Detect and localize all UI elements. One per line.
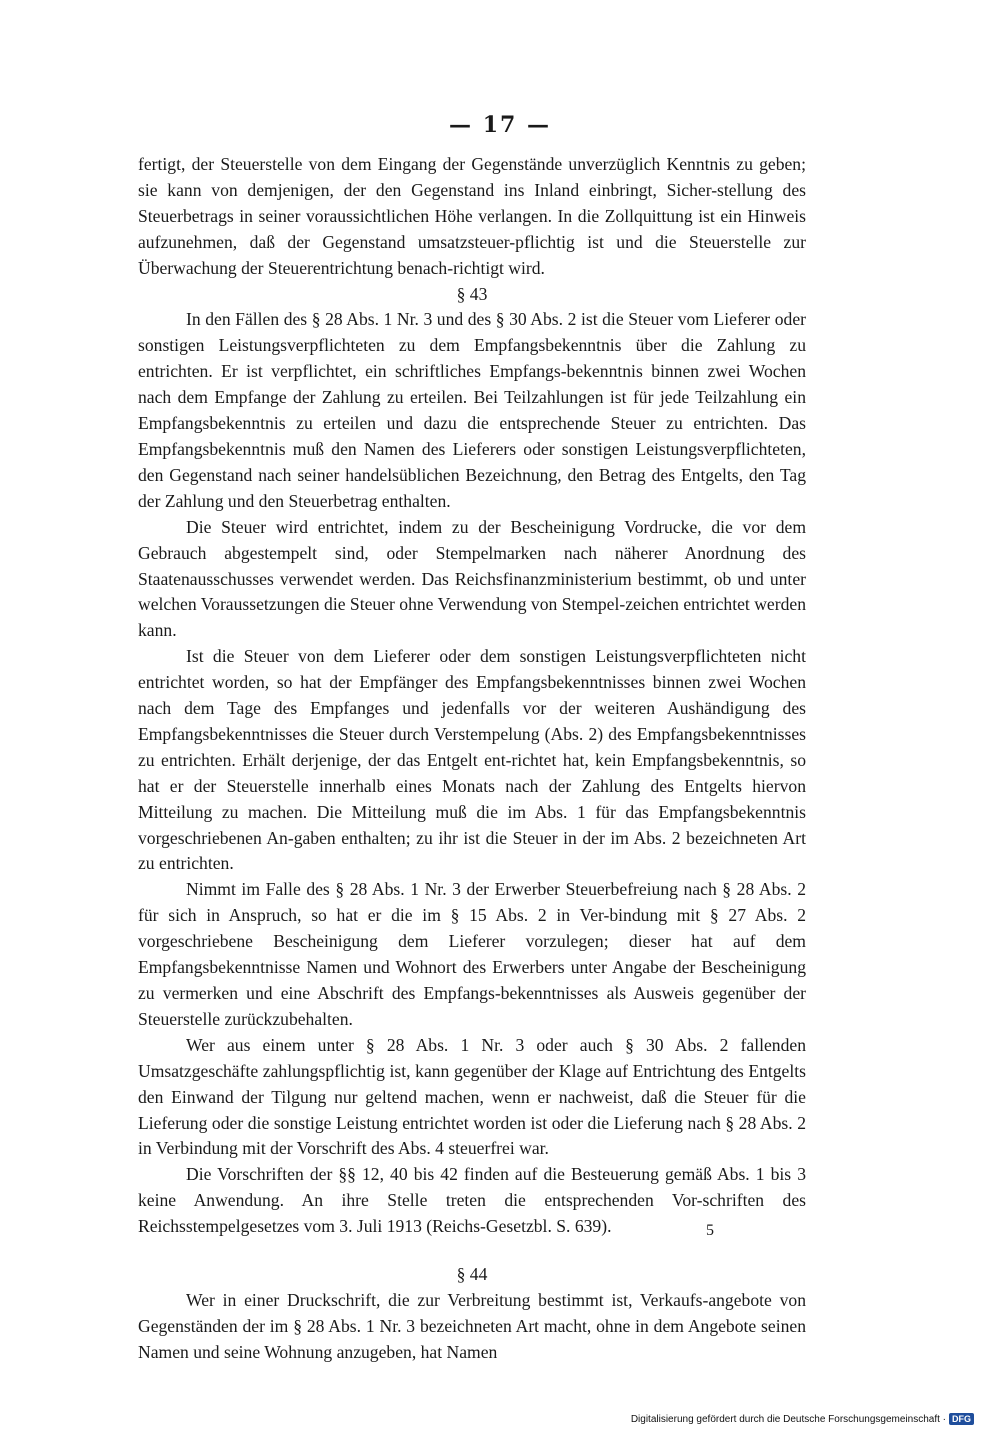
dfg-logo-icon: DFG (949, 1413, 974, 1425)
paragraph: Ist die Steuer von dem Lieferer oder dem sonstigen Leistungsverpflichteten nicht entrichtet worden, so hat der Empfänger des Empfangsbekenntnisses binnen zwei Wochen nach dem Tage des Empfanges und jedenfalls vor der weiteren Aushändigung des Empfangsbekenntnisses die Steuer durch Verstempelung (Abs. 2) des Empfangsbekenntnisses zu entrichten. Erhält derjenige, der das Entgelt ent-richtet hat, kein Empfangsbekenntnis, so hat er der Steuerstelle innerhalb eines Monats nach der Zahlung des Entgelts hiervon Mitteilung zu machen. Die Mitteilung muß die im Abs. 1 für das Empfangsbekenntnis vorgeschriebenen An-gaben enthalten; zu ihr ist die Steuer in der im Abs. 2 bezeichneten Art zu entrichten. (138, 646, 806, 874)
body-text (138, 152, 806, 1366)
page-number-header: — 17 — (449, 112, 551, 138)
paragraph: Die Vorschriften der §§ 12, 40 bis 42 finden auf die Besteuerung gemäß Abs. 1 bis 3 keine Anwendung. An ihre Stelle treten die entsprechenden Vor-schriften des Reichsstempelgesetzes vom 3. Juli 1913 (Reichs-Gesetzbl. S. 639). (138, 1164, 806, 1237)
paragraph: In den Fällen des § 28 Abs. 1 Nr. 3 und des § 30 Abs. 2 ist die Steuer vom Lieferer oder sonstigen Leistungsverpflichteten zu dem Empfangsbekenntnis über die Zahlung zu entrichten. Er ist verpflichtet, ein schriftliches Empfangs-bekenntnis binnen zwei Wochen nach dem Empfange der Zahlung zu erteilen. Bei Teilzahlungen ist für jede Teilzahlung ein Empfangsbekenntnis zu erteilen und dazu die entsprechende Steuer zu entrichten. Das Empfangsbekenntnis muß den Namen des Lieferers oder sonstigen Leistungsverpflichteten, den Gegenstand nach seiner handelsüblichen Bezeichnung, den Betrag des Entgelts, den Tag der Zahlung und den Steuerbetrag enthalten. (138, 309, 806, 511)
paragraph: Wer aus einem unter § 28 Abs. 1 Nr. 3 oder auch § 30 Abs. 2 fallenden Umsatzgeschäfte zahlungspflichtig ist, kann gegenüber der Klage auf Entrichtung des Entgelts den Einwand der Tilgung nur geltend machen, wenn er nachweist, daß die Steuer für die Lieferung oder die sonstige Leistung entrichtet worden ist oder die Lieferung nach § 28 Abs. 2 in Verbindung mit der Vorschrift des Abs. 4 steuerfrei war. (138, 1034, 806, 1159)
paragraph: Wer in einer Druckschrift, die zur Verbreitung bestimmt ist, Verkaufs-angebote von Gegenständen der im § 28 Abs. 1 Nr. 3 bezeichneten Art macht, ohne in dem Angebote seinen Namen und seine Wohnung anzugeben, hat Namen (138, 1289, 806, 1362)
footer-credit (631, 1413, 974, 1425)
section-heading-43: § 43 (456, 283, 488, 304)
paragraph: Die Steuer wird entrichtet, indem zu der Bescheinigung Vordrucke, die vor dem Gebrauch abgestempelt sind, oder Stempelmarken nach näherer Anordnung des Staatenausschusses verwendet werden. Das Reichsfinanzministerium bestimmt, ob und unter welchen Voraussetzungen die Steuer ohne Verwendung von Stempel-zeichen entrichtet werden kann. (138, 516, 806, 641)
footer-text: Digitalisierung gefördert durch die Deutsche Forschungsgemeinschaft · (630, 1413, 946, 1425)
paragraph: Nimmt im Falle des § 28 Abs. 1 Nr. 3 der Erwerber Steuerbefreiung nach § 28 Abs. 2 für sich in Anspruch, so hat er die im § 15 Abs. 2 in Ver-bindung mit § 27 Abs. 2 vorgeschriebene Bescheinigung dem Lieferer vorzulegen; dieser hat auf dem Empfangsbekenntnisse Namen und Wohnort des Erwerbers unter Angabe der Bescheinigung zu vermerken und eine Abschrift des Empfangs-bekenntnisses als Ausweis gegenüber der Steuerstelle zurückzubehalten. (138, 879, 806, 1029)
section-heading-44: § 44 (456, 1264, 488, 1285)
paragraph-continuation: fertigt, der Steuerstelle von dem Eingang der Gegenstände unverzüglich Kenntnis zu geben; sie kann von demjenigen, der den Gegenstand ins Inland einbringt, Sicher-stellung des Steuerbetrags in seiner voraussichtlichen Höhe verlangen. In die Zollquittung ist ein Hinweis aufzunehmen, daß der Gegenstand umsatzsteuer-pflichtig ist und die Steuerstelle zur Überwachung der Steuerentrichtung benach-richtigt wird. (138, 154, 806, 278)
signature-mark: 5 (706, 1222, 714, 1239)
